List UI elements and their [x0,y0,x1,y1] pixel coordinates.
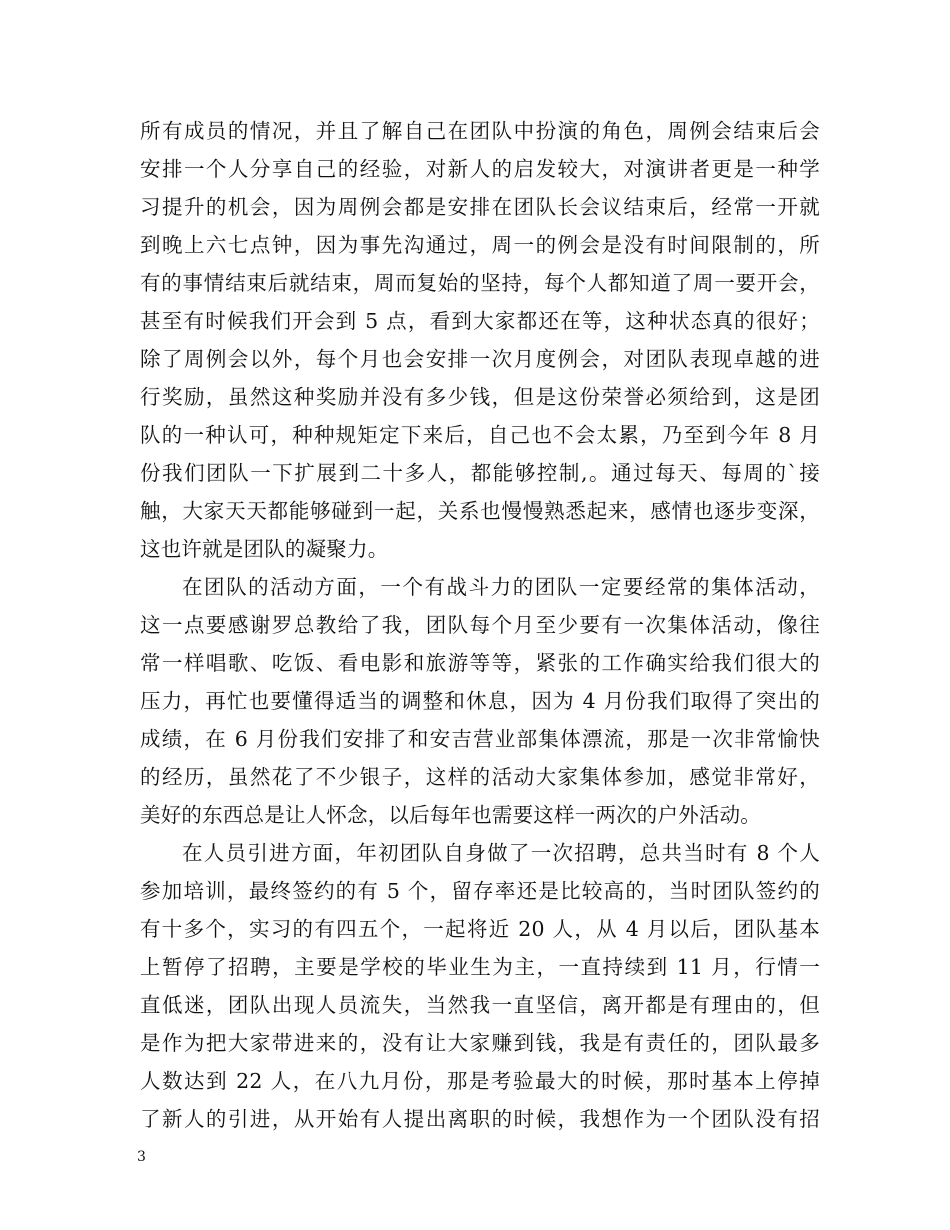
text-line: 常一样唱歌、吃饭、看电影和旅游等等，紧张的工作确实给我们很大的 [140,651,820,675]
text-line: 有的事情结束后就结束，周而复始的坚持，每个人都知道了周一要开会， [140,271,820,295]
text-line: 份我们团队一下扩展到二十多人，都能够控制,。通过每天、每周的`接 [140,461,820,485]
text-line: 在人员引进方面，年初团队自身做了一次招聘，总共当时有 8 个人 [182,841,820,865]
text-line: 成绩，在 6 月份我们安排了和安吉营业部集体漂流，那是一次非常愉快 [140,727,820,751]
body-text [140,112,820,1138]
text-line: 在团队的活动方面，一个有战斗力的团队一定要经常的集体活动， [182,575,820,599]
page-number: 3 [137,1149,146,1165]
text-line: 的经历，虽然花了不少银子，这样的活动大家集体参加，感觉非常好， [140,765,820,789]
text-line: 除了周例会以外，每个月也会安排一次月度例会，对团队表现卓越的进 [140,347,820,371]
text-line: 甚至有时候我们开会到 5 点，看到大家都还在等，这种状态真的很好； [140,309,820,333]
text-line: 人数达到 22 人，在八九月份，那是考验最大的时候，那时基本上停掉 [140,1069,820,1093]
text-line: 有十多个，实习的有四五个，一起将近 20 人，从 4 月以后，团队基本 [140,917,820,941]
text-line: 到晚上六七点钟，因为事先沟通过，周一的例会是没有时间限制的，所 [140,233,820,257]
text-line: 习提升的机会，因为周例会都是安排在团队长会议结束后，经常一开就 [140,195,820,219]
text-line: 这也许就是团队的凝聚力。 [140,537,389,561]
text-line: 安排一个人分享自己的经验，对新人的启发较大，对演讲者更是一种学 [140,157,820,181]
text-line: 直低迷，团队出现人员流失，当然我一直坚信，离开都是有理由的，但 [140,993,820,1017]
text-line: 美好的东西总是让人怀念，以后每年也需要这样一两次的户外活动。 [140,803,761,827]
text-line: 触，大家天天都能够碰到一起，关系也慢慢熟悉起来，感情也逐步变深， [140,499,820,523]
text-line: 行奖励，虽然这种奖励并没有多少钱，但是这份荣誉必须给到，这是团 [140,385,820,409]
text-line: 是作为把大家带进来的，没有让大家赚到钱，我是有责任的，团队最多 [140,1031,820,1055]
text-line: 压力，再忙也要懂得适当的调整和休息，因为 4 月份我们取得了突出的 [140,689,820,713]
text-line: 这一点要感谢罗总教给了我，团队每个月至少要有一次集体活动，像往 [140,613,820,637]
text-line: 上暂停了招聘，主要是学校的毕业生为主，一直持续到 11 月，行情一 [140,955,820,979]
text-line: 参加培训，最终签约的有 5 个，留存率还是比较高的，当时团队签约的 [140,879,820,903]
text-line: 队的一种认可，种种规矩定下来后，自己也不会太累，乃至到今年 8 月 [140,423,820,447]
text-line: 了新人的引进，从开始有人提出离职的时候，我想作为一个团队没有招 [140,1107,820,1131]
text-line: 所有成员的情况，并且了解自己在团队中扮演的角色，周例会结束后会 [140,119,820,143]
